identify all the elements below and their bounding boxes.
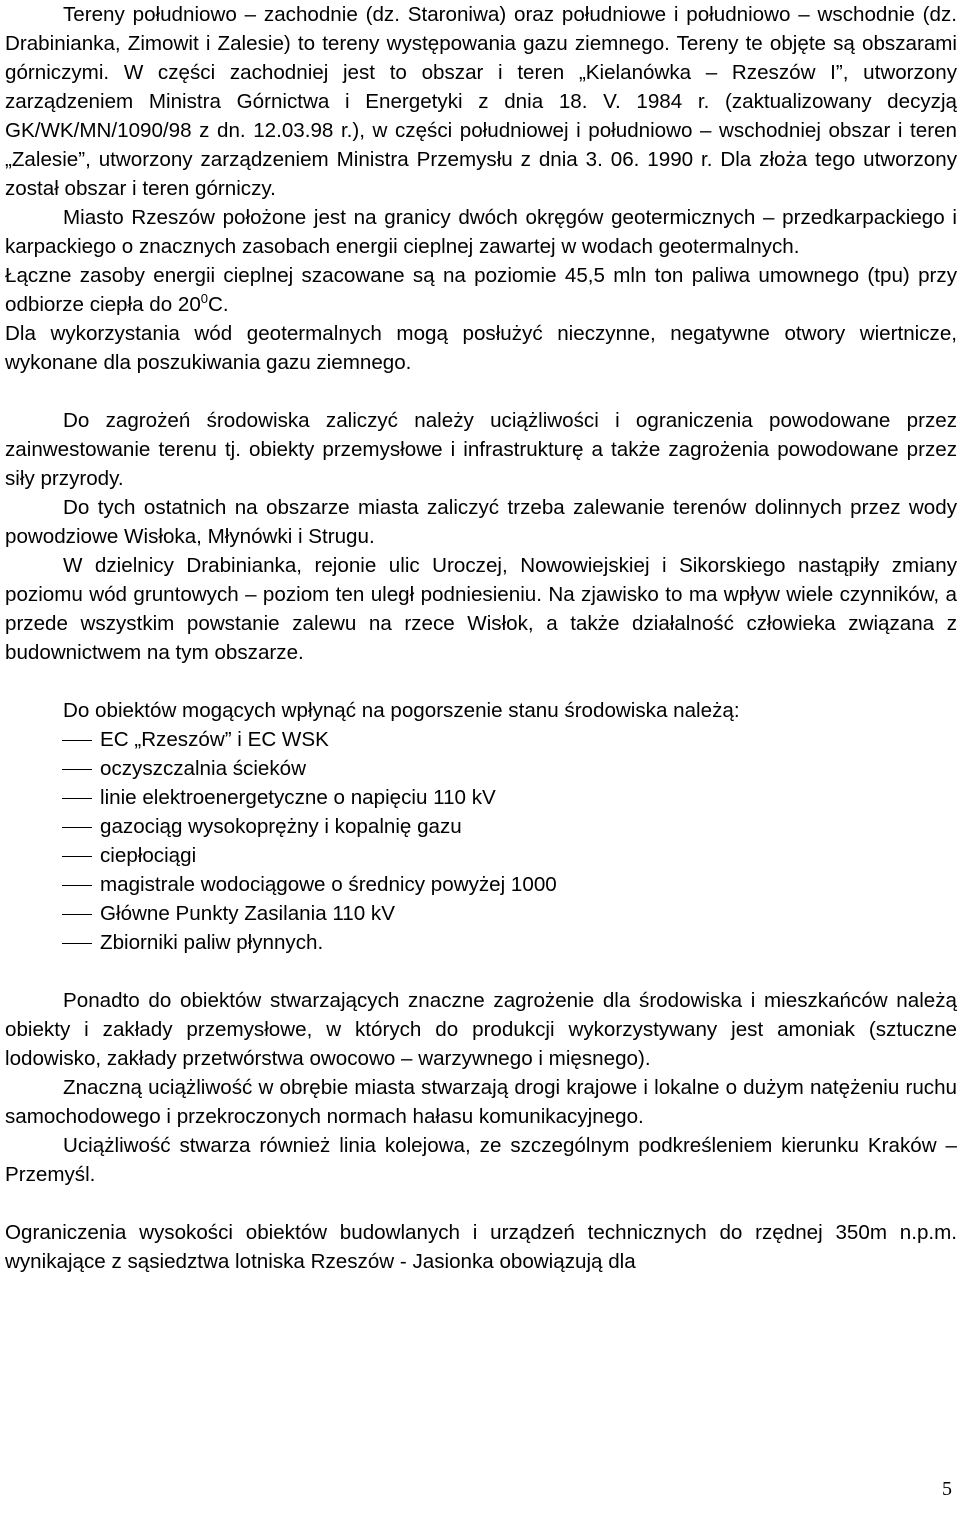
list-item xyxy=(5,812,957,841)
list-item-label: magistrale wodociągowe o średnicy powyżej 1000 xyxy=(100,873,557,896)
list-item xyxy=(5,841,957,870)
paragraph-roads: Znaczną uciążliwość w obrębie miasta stwarzają drogi krajowe i lokalne o dużym natężeniu ruchu samochodowego i przekroczonych normach hałasu komunikacyjnego. xyxy=(5,1076,957,1128)
energy-text: Łączne zasoby energii cieplnej szacowane są na poziomie 45,5 mln ton paliwa umownego (tpu) przy odbiorze ciepła do 20 xyxy=(5,264,957,316)
paragraph-geothermal: Miasto Rzeszów położone jest na granicy dwóch okręgów geotermicznych – przedkarpackiego i karpackiego o znacznych zasobach energii cieplnej zawartej w wodach geotermalnych. xyxy=(5,206,957,258)
dash-bullet-icon xyxy=(62,914,92,915)
paragraph-energy-resources xyxy=(5,261,957,319)
paragraph-geothermal-wells: Dla wykorzystania wód geotermalnych mogą posłużyć nieczynne, negatywne otwory wiertnicze, wykonane dla poszukiwania gazu ziemnego. xyxy=(5,322,957,374)
list-item-label: Zbiorniki paliw płynnych. xyxy=(100,931,324,954)
list-item xyxy=(5,870,957,899)
paragraph-list-intro: Do obiektów mogących wpłynąć na pogorszenie stanu środowiska należą: xyxy=(63,699,740,722)
dash-bullet-icon xyxy=(62,885,92,886)
list-item-label: EC „Rzeszów” i EC WSK xyxy=(100,728,329,751)
paragraph-ammonia: Ponadto do obiektów stwarzających znaczne zagrożenie dla środowiska i mieszkańców należą obiekty i zakłady przemysłowe, w których do produkcji wykorzystywany jest amoniak (sztuczne lodowisko, zakłady przetwórstwa owocowo – warzywnego i mięsnego). xyxy=(5,989,957,1070)
dash-bullet-icon xyxy=(62,943,92,944)
energy-unit: C. xyxy=(208,293,229,316)
list-item-label: Główne Punkty Zasilania 110 kV xyxy=(100,902,395,925)
dash-bullet-icon xyxy=(62,769,92,770)
dash-bullet-icon xyxy=(62,798,92,799)
dash-bullet-icon xyxy=(62,856,92,857)
spacer xyxy=(5,957,957,986)
list-item-label: linie elektroenergetyczne o napięciu 110 kV xyxy=(100,786,496,809)
paragraph-gas-areas: Tereny południowo – zachodnie (dz. Staroniwa) oraz południowe i południowo – wschodnie (dz. Drabinianka, Zimowit i Zalesie) to tereny występowania gazu ziemnego. Tereny te objęte są obszarami górniczymi. W części zachodniej jest to obszar i teren „Kielanówka – Rzeszów I”, utworzony zarządzeniem Ministra Górnictwa i Energetyki z dnia 18. V. 1984 r. (zaktualizowany decyzją GK/WK/MN/1090/98 z dn. 12.03.98 r.), w części południowej i południowo – wschodniej obszar i teren „Zalesie”, utworzony zarządzeniem Ministra Przemysłu z dnia 3. 06. 1990 r. Dla złoża tego utworzony został obszar i teren górniczy. xyxy=(5,3,957,200)
paragraph-floods: Do tych ostatnich na obszarze miasta zaliczyć trzeba zalewanie terenów dolinnych przez wody powodziowe Wisłoka, Młynówki i Strugu. xyxy=(5,496,957,548)
paragraph-airport-limits: Ograniczenia wysokości obiektów budowlanych i urządzeń technicznych do rzędnej 350m n.p.m. wynikające z sąsiedztwa lotniska Rzeszów - Jasionka obowiązują dla xyxy=(5,1221,957,1273)
paragraph-railway: Uciążliwość stwarza również linia kolejowa, ze szczególnym podkreśleniem kierunku Kraków – Przemyśl. xyxy=(5,1134,957,1186)
list-item xyxy=(5,725,957,754)
list-item xyxy=(5,754,957,783)
list-item-label: oczyszczalnia ścieków xyxy=(100,757,307,780)
page-number: 5 xyxy=(942,1478,952,1500)
dash-bullet-icon xyxy=(62,827,92,828)
objects-list xyxy=(5,725,957,957)
list-item xyxy=(5,928,957,957)
degree-superscript: 0 xyxy=(200,291,209,306)
paragraph-groundwater: W dzielnicy Drabinianka, rejonie ulic Uroczej, Nowowiejskiej i Sikorskiego nastąpiły zmiany poziomu wód gruntowych – poziom ten uległ podniesieniu. Na zjawisko to ma wpływ wiele czynników, a przede wszystkim powstanie zalewu na rzece Wisłok, a także działalność człowieka związana z budownictwem na tym obszarze. xyxy=(5,554,957,664)
dash-bullet-icon xyxy=(62,740,92,741)
spacer xyxy=(5,667,957,696)
list-item-label: ciepłociągi xyxy=(100,844,197,867)
list-item-label: gazociąg wysokoprężny i kopalnię gazu xyxy=(100,815,462,838)
document-page xyxy=(5,0,957,1276)
paragraph-threats: Do zagrożeń środowiska zaliczyć należy uciążliwości i ograniczenia powodowane przez zainwestowanie terenu tj. obiekty przemysłowe i infrastrukturę a także zagrożenia powodowane przez siły przyrody. xyxy=(5,409,957,490)
list-item xyxy=(5,783,957,812)
spacer xyxy=(5,1189,957,1218)
list-item xyxy=(5,899,957,928)
spacer xyxy=(5,377,957,406)
